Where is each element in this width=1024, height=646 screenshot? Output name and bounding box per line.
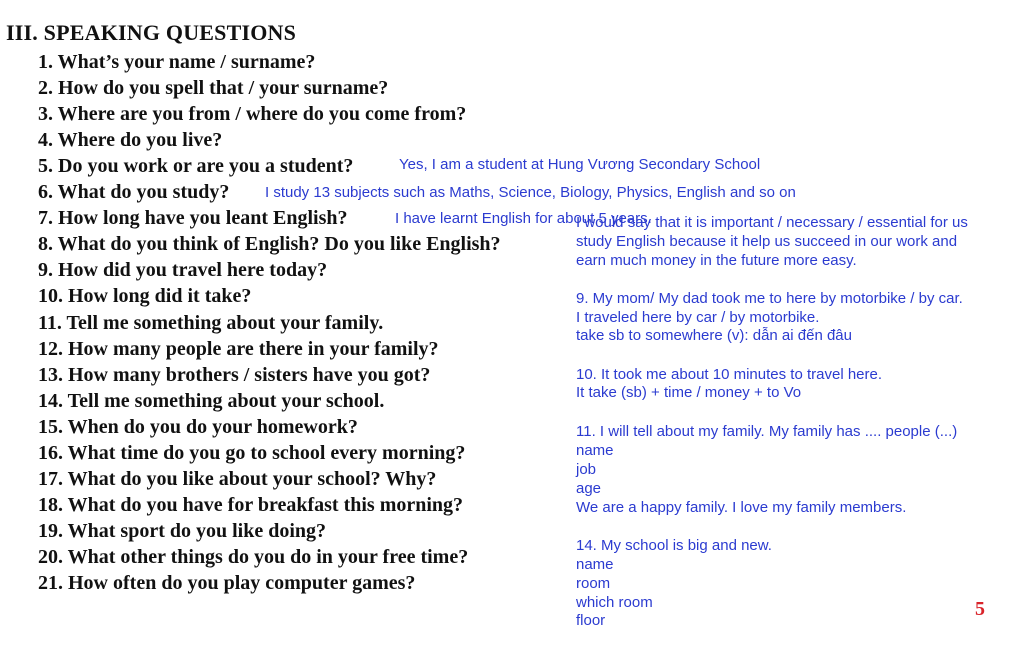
answer-14-line-3: room — [576, 575, 611, 592]
question-18: 18. What do you have for breakfast this morning? — [38, 494, 464, 516]
question-5: 5. Do you work or are you a student? — [38, 155, 354, 177]
question-7: 7. How long have you leant English? — [38, 207, 348, 229]
answer-11-line-3: job — [576, 461, 597, 478]
answer-9-line-3: take sb to somewhere (v): dẫn ai đến đâu — [576, 327, 852, 344]
answer-6: I study 13 subjects such as Maths, Science, Biology, Physics, English and so on — [265, 184, 796, 201]
answer-5: Yes, I am a student at Hung Vương Secondary School — [399, 156, 761, 173]
question-10: 10. How long did it take? — [38, 285, 252, 307]
question-1: 1. What’s your name / surname? — [38, 51, 316, 73]
answer-8-line-1: I would say that it is important / necessary / essential for us — [576, 214, 968, 231]
question-15: 15. When do you do your homework? — [38, 416, 358, 438]
question-20: 20. What other things do you do in your free time? — [38, 546, 469, 568]
question-6: 6. What do you study? — [38, 181, 230, 203]
answer-11-line-2: name — [576, 442, 614, 459]
question-11: 11. Tell me something about your family. — [38, 312, 384, 334]
question-21: 21. How often do you play computer games? — [38, 572, 416, 594]
question-8: 8. What do you think of English? Do you like English? — [38, 233, 501, 255]
question-2: 2. How do you spell that / your surname? — [38, 77, 389, 99]
answer-11-line-1: 11. I will tell about my family. My family has .... people (...) — [576, 423, 958, 440]
question-3: 3. Where are you from / where do you come from? — [38, 103, 467, 125]
answer-10-line-1: 10. It took me about 10 minutes to travel here. — [576, 366, 883, 383]
question-9: 9. How did you travel here today? — [38, 259, 328, 281]
page-number: 5 — [975, 598, 985, 620]
answer-14-line-5: floor — [576, 612, 606, 629]
answer-11-line-4: age — [576, 480, 602, 497]
answer-14-line-1: 14. My school is big and new. — [576, 537, 772, 554]
answer-9-line-2: I traveled here by car / by motorbike. — [576, 309, 820, 326]
question-13: 13. How many brothers / sisters have you got? — [38, 364, 431, 386]
question-16: 16. What time do you go to school every morning? — [38, 442, 466, 464]
question-12: 12. How many people are there in your family? — [38, 338, 439, 360]
answer-11-line-5: We are a happy family. I love my family members. — [576, 499, 907, 516]
question-14: 14. Tell me something about your school. — [38, 390, 385, 412]
answer-14-line-4: which room — [576, 594, 653, 611]
answer-10-line-2: It take (sb) + time / money + to Vo — [576, 384, 802, 401]
question-4: 4. Where do you live? — [38, 129, 223, 151]
question-19: 19. What sport do you like doing? — [38, 520, 327, 542]
answer-14-line-2: name — [576, 556, 614, 573]
section-title: III. SPEAKING QUESTIONS — [6, 20, 297, 45]
answer-9-line-1: 9. My mom/ My dad took me to here by motorbike / by car. — [576, 290, 963, 307]
question-17: 17. What do you like about your school? Why? — [38, 468, 437, 490]
answer-8-line-3: earn much money in the future more easy. — [576, 252, 857, 269]
answer-7: I have learnt English for about 5 years. — [395, 210, 652, 227]
answer-8-line-2: study English because it help us succeed in our work and — [576, 233, 958, 250]
